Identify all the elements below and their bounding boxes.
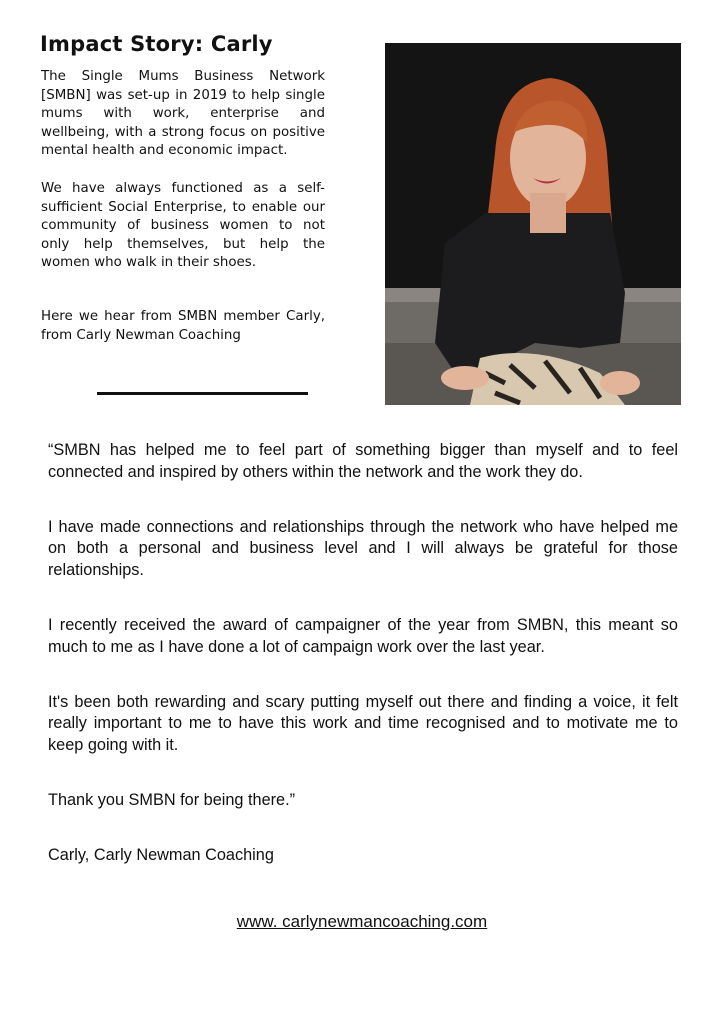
intro-section (41, 68, 325, 364)
quote-attribution: Carly, Carly Newman Coaching (48, 845, 274, 864)
intro-paragraph: We have always functioned as a self-sufficient Social Enterprise, to enable our community of business women to not only help themselves, but help the women who walk in their shoes. (41, 180, 325, 271)
quote-paragraph: “SMBN has helped me to feel part of something bigger than myself and to feel connected and inspired by others within the network and the work they do. (48, 441, 678, 481)
quote-paragraph: I recently received the award of campaigner of the year from SMBN, this meant so much to me as I have done a lot of campaign work over the last year. (48, 615, 678, 656)
divider (97, 392, 308, 395)
quote-paragraph: Thank you SMBN for being there.” (48, 790, 296, 809)
portrait-photo (385, 43, 681, 405)
quote-paragraph: I have made connections and relationships through the network who have helped me on both a personal and business level and I will always be grateful for those relationships. (48, 517, 678, 580)
quote-paragraph: It's been both rewarding and scary putting myself out there and finding a voice, it felt really important to me to have this work and time recognised and to motivate me to keep going with it. (48, 692, 678, 755)
website-link[interactable]: www. carlynewmancoaching.com (236, 912, 488, 931)
website-footer (0, 912, 724, 932)
testimonial-quote (48, 440, 678, 900)
intro-paragraph: Here we hear from SMBN member Carly, from Carly Newman Coaching (41, 308, 325, 343)
intro-paragraph: The Single Mums Business Network [SMBN] was set-up in 2019 to help single mums with work, enterprise and wellbeing, with a strong focus on positive mental health and economic impact. (41, 69, 325, 159)
page-title: Impact Story: Carly (40, 32, 273, 56)
